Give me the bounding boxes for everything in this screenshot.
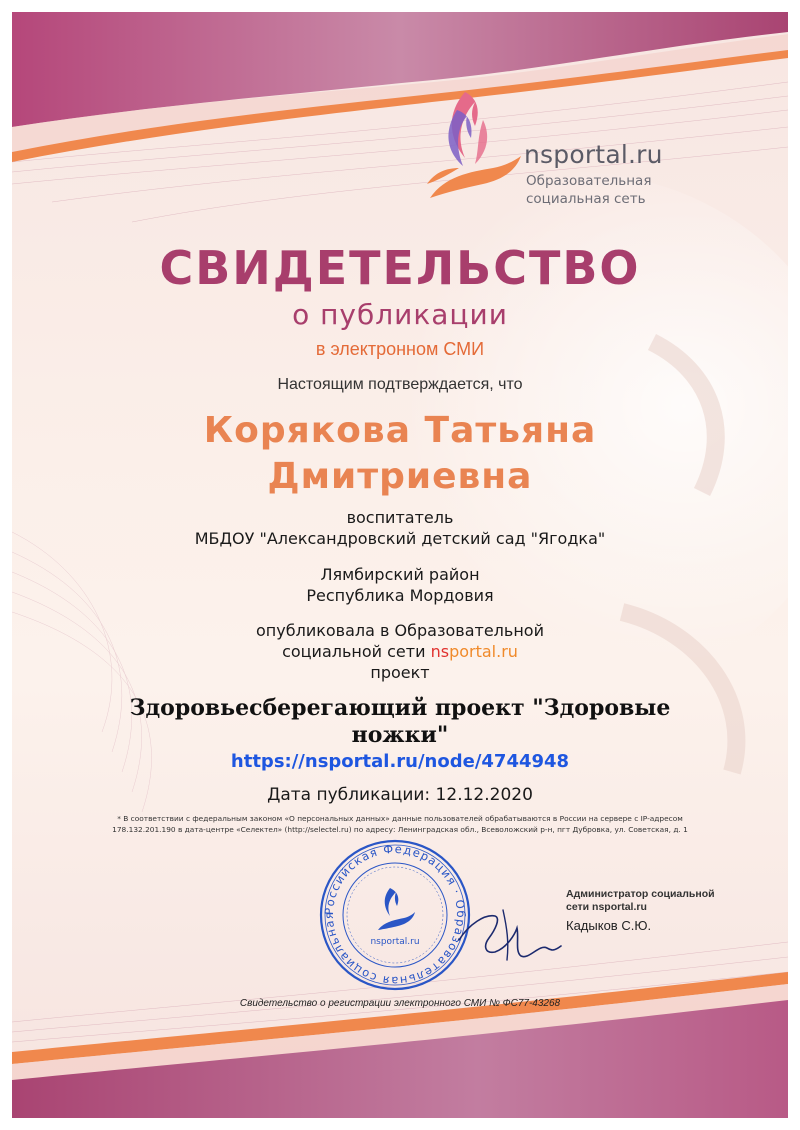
project-title	[0, 695, 800, 749]
footnote-line2: 178.132.201.190 в дата-центре «Селектел» (http://selectel.ru) по адресу: Ленинградская обл., Всеволожский р-н, пгт Дубровка, ул. Советская, д. 1	[112, 825, 688, 834]
nsportal-logo	[425, 80, 525, 210]
published-line1: опубликовала в Образовательной	[256, 621, 544, 640]
footnote-line1: * В соответствии с федеральным законом «О персональных данных» данные пользователей обрабатываются в России на сервере с IP-адресом	[117, 814, 683, 823]
district-text: Лямбирский район	[320, 565, 480, 584]
recipient-position	[0, 507, 800, 549]
official-stamp	[318, 838, 472, 992]
recipient-name-line1: Корякова Татьяна	[203, 410, 597, 451]
privacy-footnote	[0, 813, 800, 835]
published-portal: portal.ru	[449, 642, 518, 661]
published-line3: проект	[370, 663, 430, 682]
region-text: Республика Мордовия	[306, 586, 494, 605]
admin-signature	[455, 890, 565, 970]
project-title-line2: ножки"	[351, 722, 449, 748]
brand-subtitle-line1: Образовательная	[526, 173, 652, 189]
certificate-subtitle-media: в электронном СМИ	[315, 339, 485, 359]
stamp-flame-icon	[378, 888, 415, 930]
admin-role	[566, 888, 715, 914]
stamp-logo-text: nsportal.ru	[370, 937, 420, 947]
recipient-name-line2: Дмитриевна	[267, 456, 533, 497]
brand-subtitle	[526, 172, 651, 208]
publication-date: Дата публикации: 12.12.2020	[267, 785, 533, 805]
admin-role-line1: Администратор социальной	[566, 888, 715, 900]
admin-role-line2: сети nsportal.ru	[566, 901, 647, 913]
project-title-line1: Здоровьесберегающий проект "Здоровые	[129, 695, 671, 721]
handwritten-signature	[455, 890, 565, 970]
registration-info: Свидетельство о регистрации электронного СМИ № ФС77-43268	[239, 998, 561, 1009]
stamp-outer-text: Российская Федерация · Образовательная социальная	[321, 841, 469, 989]
published-ns: ns	[430, 642, 450, 661]
brand-subtitle-line2: социальная сеть	[526, 191, 646, 207]
flame-hand-icon	[425, 80, 525, 210]
publication-statement	[0, 620, 800, 683]
organization-text: МБДОУ "Александровский детский сад "Ягодка"	[194, 529, 606, 548]
position-text: воспитатель	[346, 508, 454, 527]
recipient-name	[0, 408, 800, 500]
confirmation-text: Настоящим подтверждается, что	[277, 376, 523, 393]
certificate-title: СВИДЕТЕЛЬСТВО	[159, 241, 641, 295]
admin-name: Кадыков С.Ю.	[566, 918, 652, 933]
certificate-subtitle: о публикации	[292, 298, 508, 331]
published-line2-prefix: социальной сети	[282, 642, 431, 661]
brand-name: nsportal.ru	[524, 140, 663, 169]
published-line2	[0, 641, 800, 662]
publication-url-link[interactable]: https://nsportal.ru/node/4744948	[230, 751, 570, 772]
recipient-location	[0, 564, 800, 606]
stamp-seal	[318, 838, 472, 992]
